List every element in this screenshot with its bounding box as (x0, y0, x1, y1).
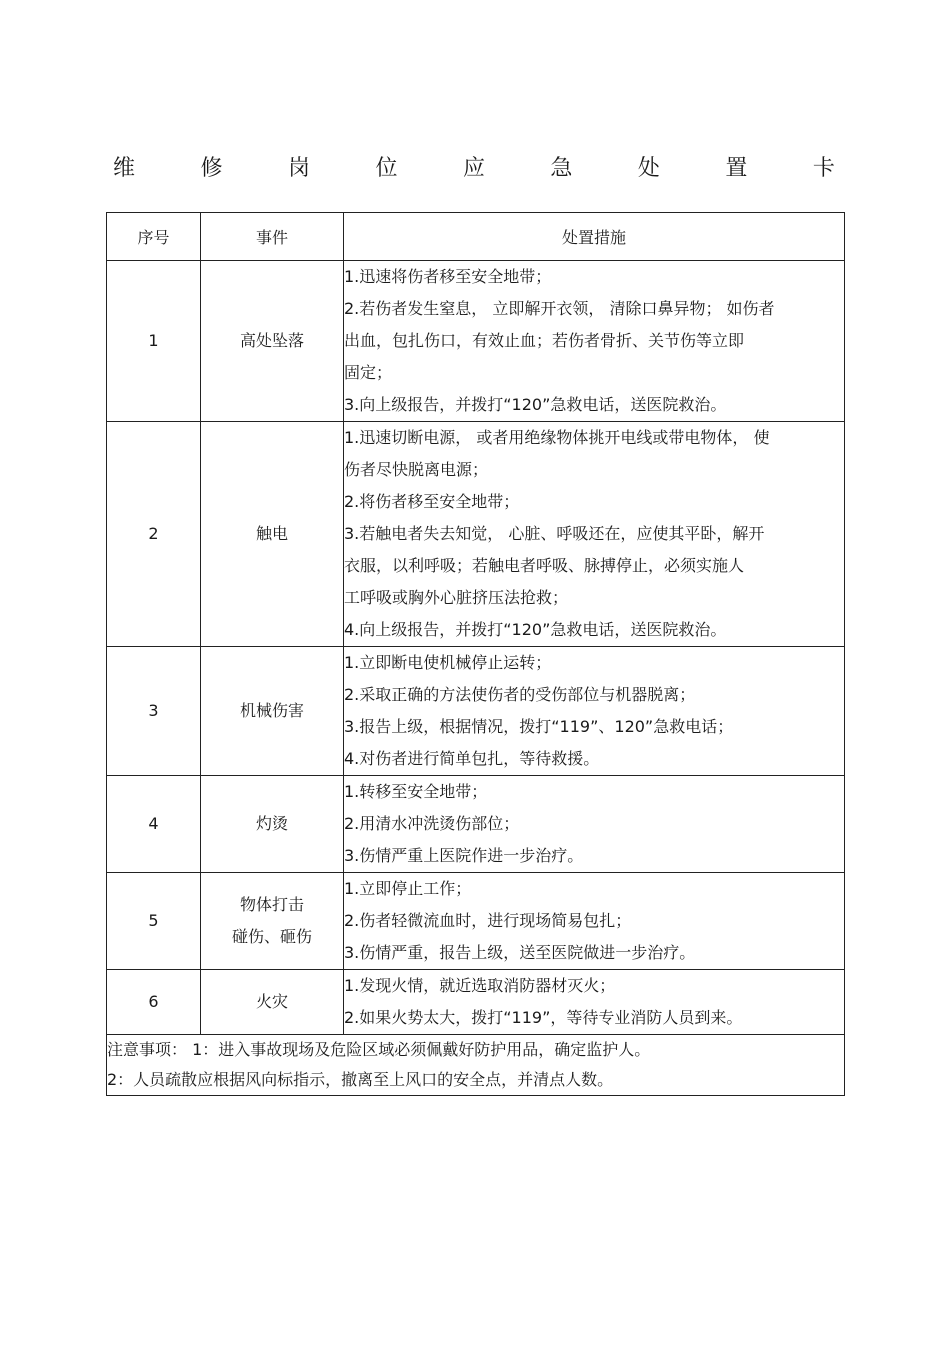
table-row (107, 422, 845, 647)
emergency-card-table (106, 212, 845, 1096)
measure-line: 2.采取正确的方法使伤者的受伤部位与机器脱离； (344, 685, 696, 704)
measure-line: 1.迅速将伤者移至安全地带； (344, 267, 552, 286)
measure-line: 1.立即停止工作； (344, 879, 472, 898)
table-header-row (107, 213, 845, 261)
event-label: 触电 (255, 524, 288, 543)
title-char: 卡 (812, 155, 835, 181)
header-serial-number: 序号 (107, 213, 201, 261)
measure-line: 工呼吸或胸外心脏挤压法抢救； (344, 588, 569, 607)
measure-line: 固定； (344, 363, 393, 382)
measure-line: 4.向上级报告，并拨打“120”急救电话，送医院救治。 (344, 620, 727, 639)
row-event (201, 422, 344, 647)
row-event (201, 776, 344, 873)
measure-line: 衣服，以利呼吸；若触电者呼吸、脉搏停止，必须实施人 (344, 556, 745, 575)
row-serial-number: 1 (107, 261, 201, 422)
title-char: 急 (550, 155, 573, 181)
measure-line: 2.如果火势太大，拨打“119”，等待专业消防人员到来。 (344, 1008, 743, 1027)
measure-line: 3.向上级报告，并拨打“120”急救电话，送医院救治。 (344, 395, 727, 414)
row-measures (344, 970, 845, 1035)
measure-line: 2.伤者轻微流血时，进行现场简易包扎； (344, 911, 632, 930)
row-measures (344, 776, 845, 873)
event-label: 机械伤害 (239, 701, 304, 720)
measure-line: 1.转移至安全地带； (344, 782, 488, 801)
header-event: 事件 (201, 213, 344, 261)
page-title (113, 150, 835, 182)
row-event (201, 970, 344, 1035)
measure-line: 伤者尽快脱离电源； (344, 460, 489, 479)
notes-cell (107, 1035, 845, 1096)
row-event (201, 261, 344, 422)
row-serial-number: 4 (107, 776, 201, 873)
row-measures (344, 873, 845, 970)
note-line: 2：人员疏散应根据风向标指示，撤离至上风口的安全点，并清点人数。 (107, 1070, 614, 1089)
event-label: 高处坠落 (239, 331, 304, 350)
note-line: 注意事项： 1：进入事故现场及危险区域必须佩戴好防护用品，确定监护人。 (107, 1040, 651, 1059)
event-label: 灼烫 (255, 814, 288, 833)
table-row (107, 970, 845, 1035)
measure-line: 1.迅速切断电源， 或者用绝缘物体挑开电线或带电物体， 使 (344, 428, 770, 447)
measure-line: 3.伤情严重，报告上级，送至医院做进一步治疗。 (344, 943, 696, 962)
row-serial-number: 3 (107, 647, 201, 776)
measure-line: 1.立即断电使机械停止运转； (344, 653, 552, 672)
event-label: 碰伤、砸伤 (231, 927, 312, 946)
row-event (201, 873, 344, 970)
event-label: 物体打击 (239, 895, 304, 914)
measure-line: 3.伤情严重上医院作进一步治疗。 (344, 846, 584, 865)
event-label: 火灾 (255, 992, 288, 1011)
title-char: 位 (375, 155, 398, 181)
header-measures: 处置措施 (344, 213, 845, 261)
row-serial-number: 6 (107, 970, 201, 1035)
row-serial-number: 2 (107, 422, 201, 647)
title-char: 维 (113, 155, 136, 181)
measure-line: 3.报告上级，根据情况，拨打“119”、120”急救电话； (344, 717, 734, 736)
table-row (107, 261, 845, 422)
row-serial-number: 5 (107, 873, 201, 970)
row-measures (344, 422, 845, 647)
title-char: 岗 (287, 155, 310, 181)
title-char: 应 (462, 155, 485, 181)
measure-line: 2.用清水冲洗烫伤部位； (344, 814, 520, 833)
table-row (107, 873, 845, 970)
row-measures (344, 261, 845, 422)
measure-line: 3.若触电者失去知觉， 心脏、呼吸还在，应使其平卧，解开 (344, 524, 765, 543)
measure-line: 出血，包扎伤口，有效止血；若伤者骨折、关节伤等立即 (344, 331, 745, 350)
measure-line: 1.发现火情，就近选取消防器材灭火； (344, 976, 616, 995)
title-char: 置 (725, 155, 748, 181)
measure-line: 4.对伤者进行简单包扎，等待救援。 (344, 749, 600, 768)
measure-line: 2.若伤者发生窒息， 立即解开衣领， 清除口鼻异物； 如伤者 (344, 299, 775, 318)
title-char: 修 (200, 155, 223, 181)
table-row (107, 776, 845, 873)
row-measures (344, 647, 845, 776)
table-row (107, 647, 845, 776)
row-event (201, 647, 344, 776)
measure-line: 2.将伤者移至安全地带； (344, 492, 520, 511)
title-char: 处 (637, 155, 660, 181)
notes-row (107, 1035, 845, 1096)
